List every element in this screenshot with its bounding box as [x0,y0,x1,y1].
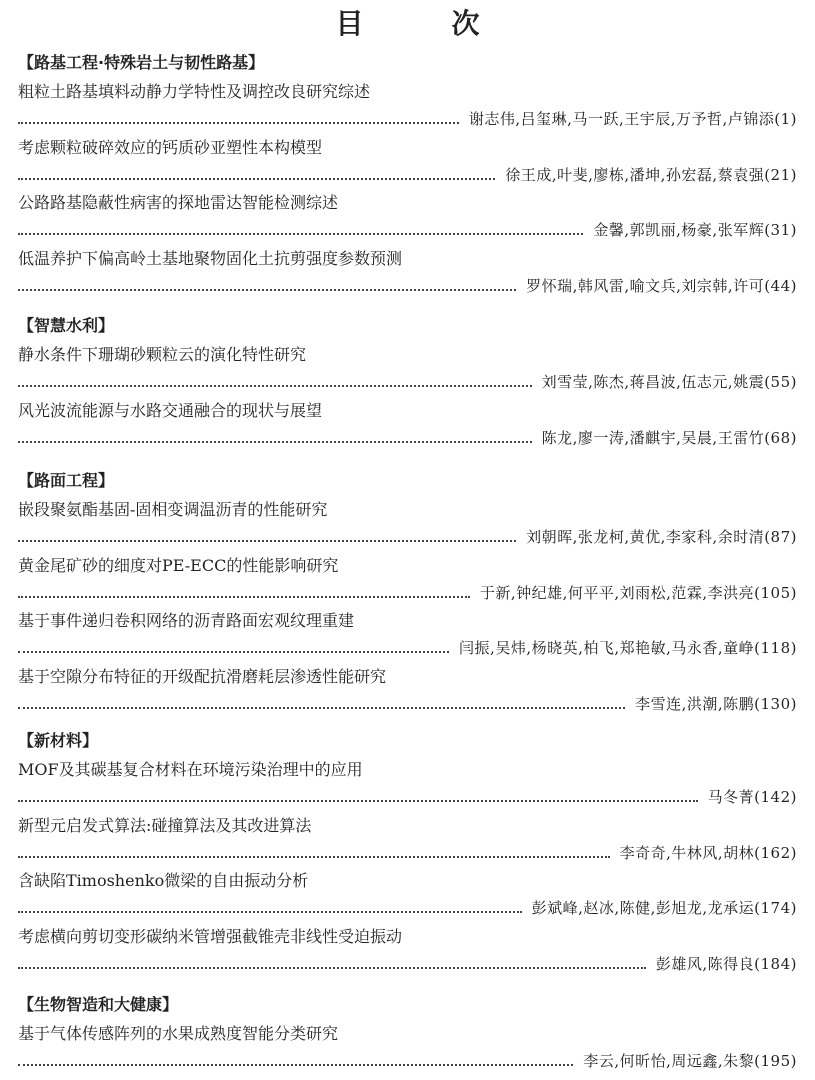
article-title[interactable]: MOF及其碳基复合材料在环境污染治理中的应用 [18,760,363,779]
article-title[interactable]: 公路路基隐蔽性病害的探地雷达智能检测综述 [18,193,339,212]
author-line [18,898,797,918]
author-line [18,276,797,296]
article-title[interactable]: 黄金尾矿砂的细度对PE-ECC的性能影响研究 [18,555,339,575]
author-line [18,220,797,240]
dot-leader [18,596,470,598]
page-title: 目 次 [335,7,510,40]
article-authors-page: 闫振,吴炜,杨晓英,柏飞,郑艳敏,马永香,童峥(118) [459,639,797,657]
article-authors-page: 罗怀瑞,韩风雷,喻文兵,刘宗韩,许可(44) [526,276,797,295]
author-line [18,372,797,392]
dot-leader [18,707,625,709]
article-title[interactable]: 基于气体传感阵列的水果成熟度智能分类研究 [18,1024,339,1043]
article-title[interactable]: 粗粒土路基填料动静力学特性及调控改良研究综述 [18,82,371,101]
article-title[interactable]: 含缺陷Timoshenko微梁的自由振动分析 [18,871,309,890]
dot-leader [18,800,698,802]
article-title[interactable]: 低温养护下偏高岭土基地聚物固化土抗剪强度参数预测 [18,248,403,268]
author-line [18,954,797,974]
author-line [18,109,797,129]
section-heading: 【路面工程】 [18,471,115,490]
author-line [18,694,797,714]
article-title[interactable]: 考虑颗粒破碎效应的钙质砂亚塑性本构模型 [18,137,323,157]
dot-leader [18,1064,573,1066]
article-title[interactable]: 新型元启发式算法:碰撞算法及其改进算法 [18,815,312,835]
article-authors-page: 徐王成,叶斐,廖栋,潘坤,孙宏磊,蔡袁强(21) [505,165,797,184]
article-title[interactable]: 风光波流能源与水路交通融合的现状与展望 [18,400,323,420]
dot-leader [18,967,646,969]
article-authors-page: 彭雄风,陈得良(184) [655,954,797,973]
article-authors-page: 于新,钟纪雄,何平平,刘雨松,范霖,李洪亮(105) [479,583,797,602]
dot-leader [18,122,459,124]
article-title[interactable]: 基于事件递归卷积网络的沥青路面宏观纹理重建 [18,611,355,630]
article-authors-page: 李云,何昕怡,周远鑫,朱黎(195) [583,1052,797,1070]
article-authors-page: 金馨,郭凯丽,杨豪,张军辉(31) [593,221,797,239]
article-title[interactable]: 考虑横向剪切变形碳纳米管增强截锥壳非线性受迫振动 [18,926,403,946]
author-line [18,428,797,448]
section-heading: 【路基工程·特殊岩土与韧性路基】 [18,53,265,72]
article-authors-page: 马冬菁(142) [707,788,797,806]
dot-leader [18,540,516,542]
author-line [18,165,797,185]
article-authors-page: 李雪连,洪潮,陈鹏(130) [635,694,797,713]
article-title[interactable]: 嵌段聚氨酯基固-固相变调温沥青的性能研究 [18,500,328,519]
author-line [18,1051,797,1071]
section-heading: 【生物智造和大健康】 [18,995,179,1014]
dot-leader [18,911,522,913]
author-line [18,638,797,658]
dot-leader [18,178,495,180]
dot-leader [18,651,449,653]
article-title[interactable]: 基于空隙分布特征的开级配抗滑磨耗层渗透性能研究 [18,666,387,686]
dot-leader [18,289,516,291]
author-line [18,527,797,547]
author-line [18,583,797,603]
article-authors-page: 刘雪莹,陈杰,蒋昌波,伍志元,姚震(55) [541,373,797,391]
author-line [18,787,797,807]
article-authors-page: 陈龙,廖一涛,潘麒宇,吴晨,王雷竹(68) [541,428,797,447]
dot-leader [18,856,610,858]
article-title[interactable]: 静水条件下珊瑚砂颗粒云的演化特性研究 [18,345,307,364]
author-line [18,843,797,863]
dot-leader [18,441,532,443]
article-authors-page: 李奇奇,牛林风,胡林(162) [619,843,797,862]
article-authors-page: 刘朝晖,张龙柯,黄优,李家科,余时清(87) [526,528,797,546]
section-heading: 【智慧水利】 [18,316,115,335]
article-authors-page: 谢志伟,吕玺琳,马一跃,王宇辰,万予哲,卢锦添(1) [468,110,797,128]
dot-leader [18,385,532,387]
section-heading: 【新材料】 [18,731,99,750]
dot-leader [18,233,583,235]
article-authors-page: 彭斌峰,赵冰,陈健,彭旭龙,龙承运(174) [531,899,797,917]
